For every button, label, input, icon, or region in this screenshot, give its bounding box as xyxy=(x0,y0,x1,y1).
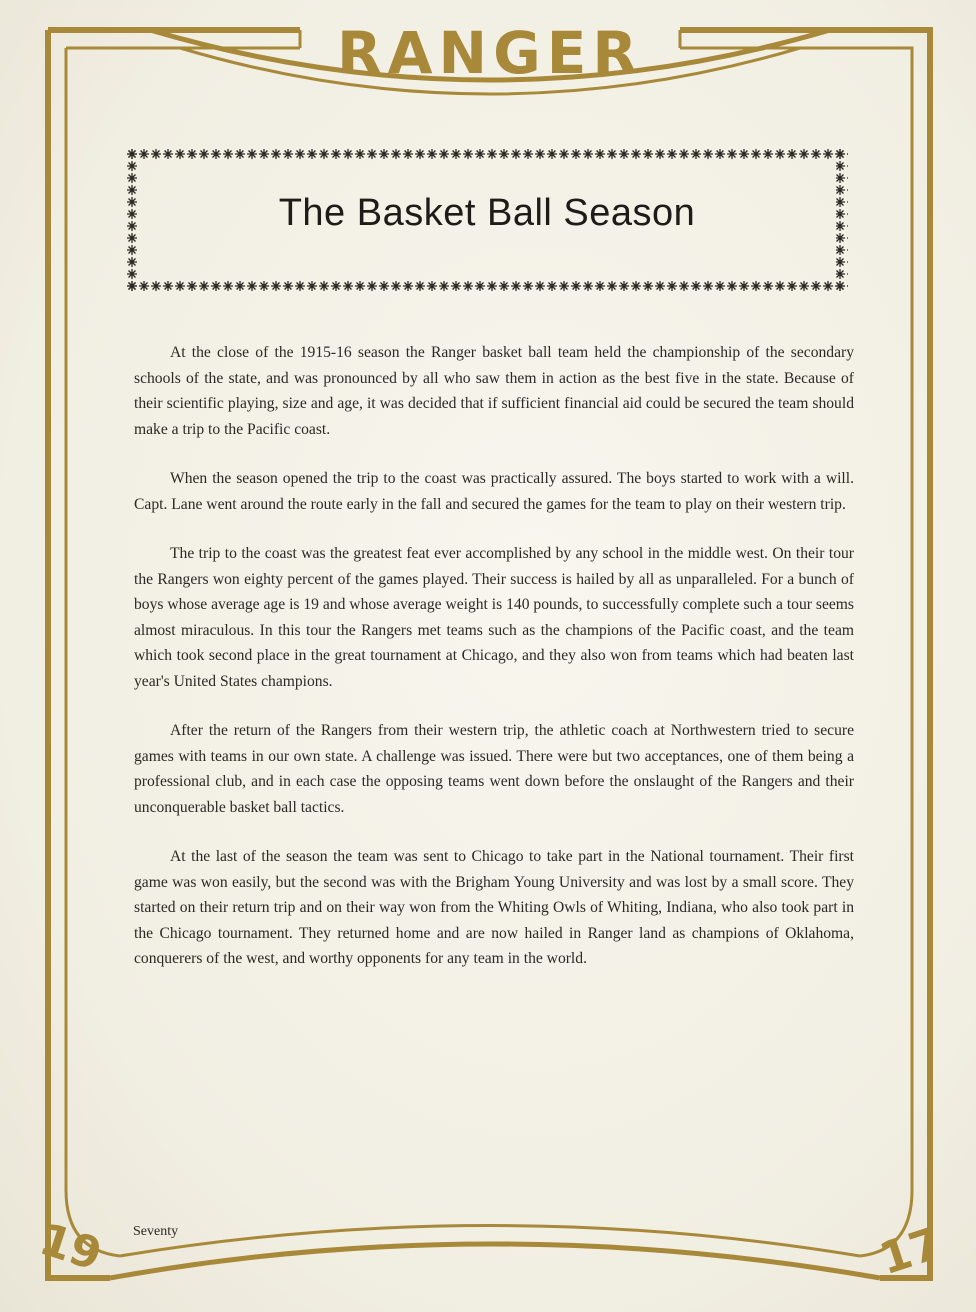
paragraph: At the last of the season the team was sent to Chicago to take part in the National tournament. Their first game was won easily, but the second was with the Brigham Young University and was lost by a small score. They started on their return trip and on their way won from the Whiting Owls of Whiting, Indiana, who also took part in the Chicago tournament. They returned home and are now hailed in Ranger land as champions of Oklahoma, conquerers of the west, and worthy opponents for any team in the world. xyxy=(134,848,854,967)
year-right-digits: 17 xyxy=(873,1217,948,1286)
paragraph: The trip to the coast was the greatest feat ever accomplished by any school in the middle west. On their tour the Rangers won eighty percent of the games played. Their success is hailed by all as unparalleled. For a bunch of boys whose average age is 19 and whose average weight is 140 pounds, to successfully complete such a tour seems almost miraculous. In this tour the Rangers met teams such as the champions of the Pacific coast, and the team which took second place in the great tournament at Chicago, and they also won from teams which had beaten last year's United States champions. xyxy=(134,545,854,690)
page-folio: Seventy xyxy=(133,1224,179,1239)
page-title: The Basket Ball Season xyxy=(278,192,696,234)
article-body xyxy=(134,340,854,996)
paragraph: At the close of the 1915-16 season the Ranger basket ball team held the championship of the secondary schools of the state, and was pronounced by all who saw them in action as the best five in the state. Because of their scientific playing, size and age, it was decided that if sufficient financial aid could be secured the team should make a trip to the Pacific coast. xyxy=(134,344,854,438)
year-left-digits: 19 xyxy=(33,1213,108,1282)
paragraph: When the season opened the trip to the coast was practically assured. The boys started to work with a will. Capt. Lane went around the route early in the fall and secured the games for the team to play on their western trip. xyxy=(134,470,854,513)
title-box xyxy=(126,148,848,292)
paragraph: After the return of the Rangers from their western trip, the athletic coach at Northwestern tried to secure games with teams in our own state. A challenge was issued. There were but two acceptances, one of them being a professional club, and in each case the opposing teams went down before the onslaught of the Rangers and their unconquerable basket ball tactics. xyxy=(134,722,854,816)
masthead-logo: RANGER xyxy=(337,19,643,87)
